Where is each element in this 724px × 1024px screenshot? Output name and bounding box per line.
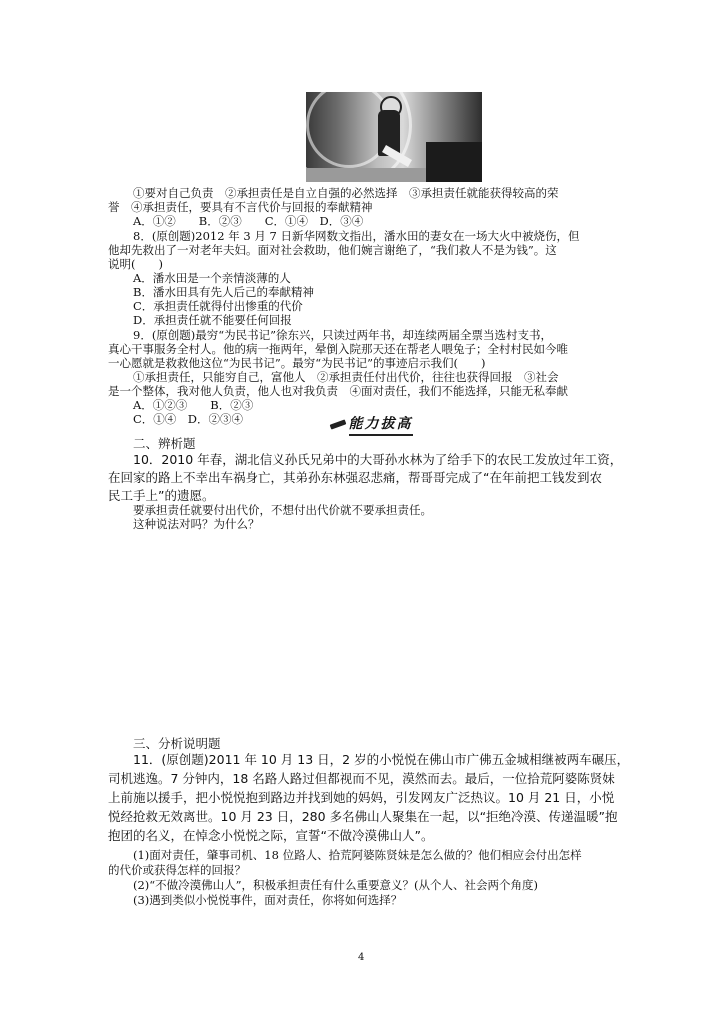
question-11-line-1: 11．(原创题)2011 年 10 月 13 日，2 岁的小悦悦在佛山市广佛五金城相继被两车碾压， <box>133 752 630 767</box>
question-8-line-3: 说明( ) <box>108 257 163 271</box>
question-9-line-1: 9．(原创题)最穷“为民书记”徐东兴，只读过两年书，却连续两届全票当选村支书， <box>133 328 553 342</box>
question-10-line-3: 民工手上”的遗愿。 <box>108 488 215 503</box>
piano-shape <box>426 142 482 182</box>
question-11-sub2: (2)“不做冷漠佛山人”，积极承担责任有什么重要意义？(从个人、社会两个角度) <box>133 878 539 892</box>
question-9-line-3: 一心愿就是救救他这位“为民书记”。最穷“为民书记”的事迹启示我们( ) <box>108 356 486 370</box>
question-10-line-1: 10．2010 年春，湖北信义孙氏兄弟中的大哥孙水林为了给手下的农民工发放过年工资， <box>133 452 623 467</box>
question-8-line-2: 他却先救出了一对老年夫妇。面对社会救助，他们婉言谢绝了，“我们救人不是为钱”。这 <box>108 243 557 257</box>
question-11-line-4: 悦经抢救无效离世。10 月 23 日，280 多名佛山人聚集在一起，以“拒绝冷漠、传递温暖”抱 <box>108 809 618 824</box>
ability-section-heading: 能力拔高 <box>326 413 416 435</box>
section-2-title: 二、辨析题 <box>133 436 196 451</box>
answer-choices-q7: A．①② B．②③ C．①④ D．③④ <box>133 214 364 228</box>
question-8-line-1: 8．(原创题)2012 年 3 月 7 日新华网数文指出，潘水田的妻女在一场大火中被烧伤，但 <box>133 229 580 243</box>
question-10-statement: 要承担责任就要付出代价，不想付出代价就不要承担责任。 <box>133 503 432 517</box>
option-statements-line-2: 誉 ④承担责任，要具有不言代价与回报的奉献精神 <box>108 200 373 214</box>
q8-option-c: C．承担责任就得付出惨重的代价 <box>133 299 303 313</box>
q8-option-b: B．潘水田具有先人后己的奉献精神 <box>133 285 314 299</box>
q9-options-line-2: C．①④ D．②③④ <box>133 412 244 426</box>
option-statements-line-1: ①要对自己负责 ②承担责任是自立自强的必然选择 ③承担责任就能获得较高的荣 <box>133 186 559 200</box>
question-9-line-2: 真心干事服务全村人。他的病一拖两年，晕倒入院那天还在帮老人喂兔子；全村村民如今唯 <box>108 342 568 356</box>
q9-statements-line-1: ①承担责任，只能穷自己，富他人 ②承担责任付出代价，往往也获得回报 ③社会 <box>133 370 559 384</box>
q8-option-a: A．潘水田是一个亲情淡薄的人 <box>133 271 291 285</box>
section-3-title: 三、分析说明题 <box>133 736 221 751</box>
pen-icon <box>330 418 346 430</box>
q9-statements-line-2: 是一个整体，我对他人负责，他人也对我负责 ④面对责任，我们不能选择，只能无私奉献 <box>108 384 568 398</box>
question-10-prompt: 这种说法对吗？为什么？ <box>133 517 260 531</box>
question-11-sub3: (3)遇到类似小悦悦事件，面对责任，你将如何选择？ <box>133 893 403 907</box>
question-11-line-3: 上前施以援手，把小悦悦抱到路边并找到她的妈妈，引发网友广泛热议。10 月 21 日，小悦 <box>108 790 615 805</box>
question-11-sub1-line-1: (1)面对责任，肇事司机、18 位路人、拾荒阿婆陈贤妹是怎么做的？他们相应会付出怎样 <box>133 848 582 862</box>
stage-performer-photo <box>306 92 482 182</box>
question-11-line-5: 抱团的名义，在悼念小悦悦之际，宣誓“不做冷漠佛山人”。 <box>108 828 434 843</box>
q9-options-line-1: A．①②③ B．②③ <box>133 398 254 412</box>
page-number: 4 <box>358 952 365 963</box>
question-11-sub1-line-2: 的代价或获得怎样的回报？ <box>108 863 246 877</box>
q8-option-d: D．承担责任就不能要任何回报 <box>133 313 292 327</box>
question-11-line-2: 司机逃逸。7 分钟内，18 名路人路过但都视而不见，漠然而去。最后，一位拾荒阿婆陈贤妹 <box>108 771 615 786</box>
question-10-line-2: 在回家的路上不幸出车祸身亡，其弟孙东林强忍悲痛，帮哥哥完成了“在年前把工钱发到农 <box>108 470 602 485</box>
